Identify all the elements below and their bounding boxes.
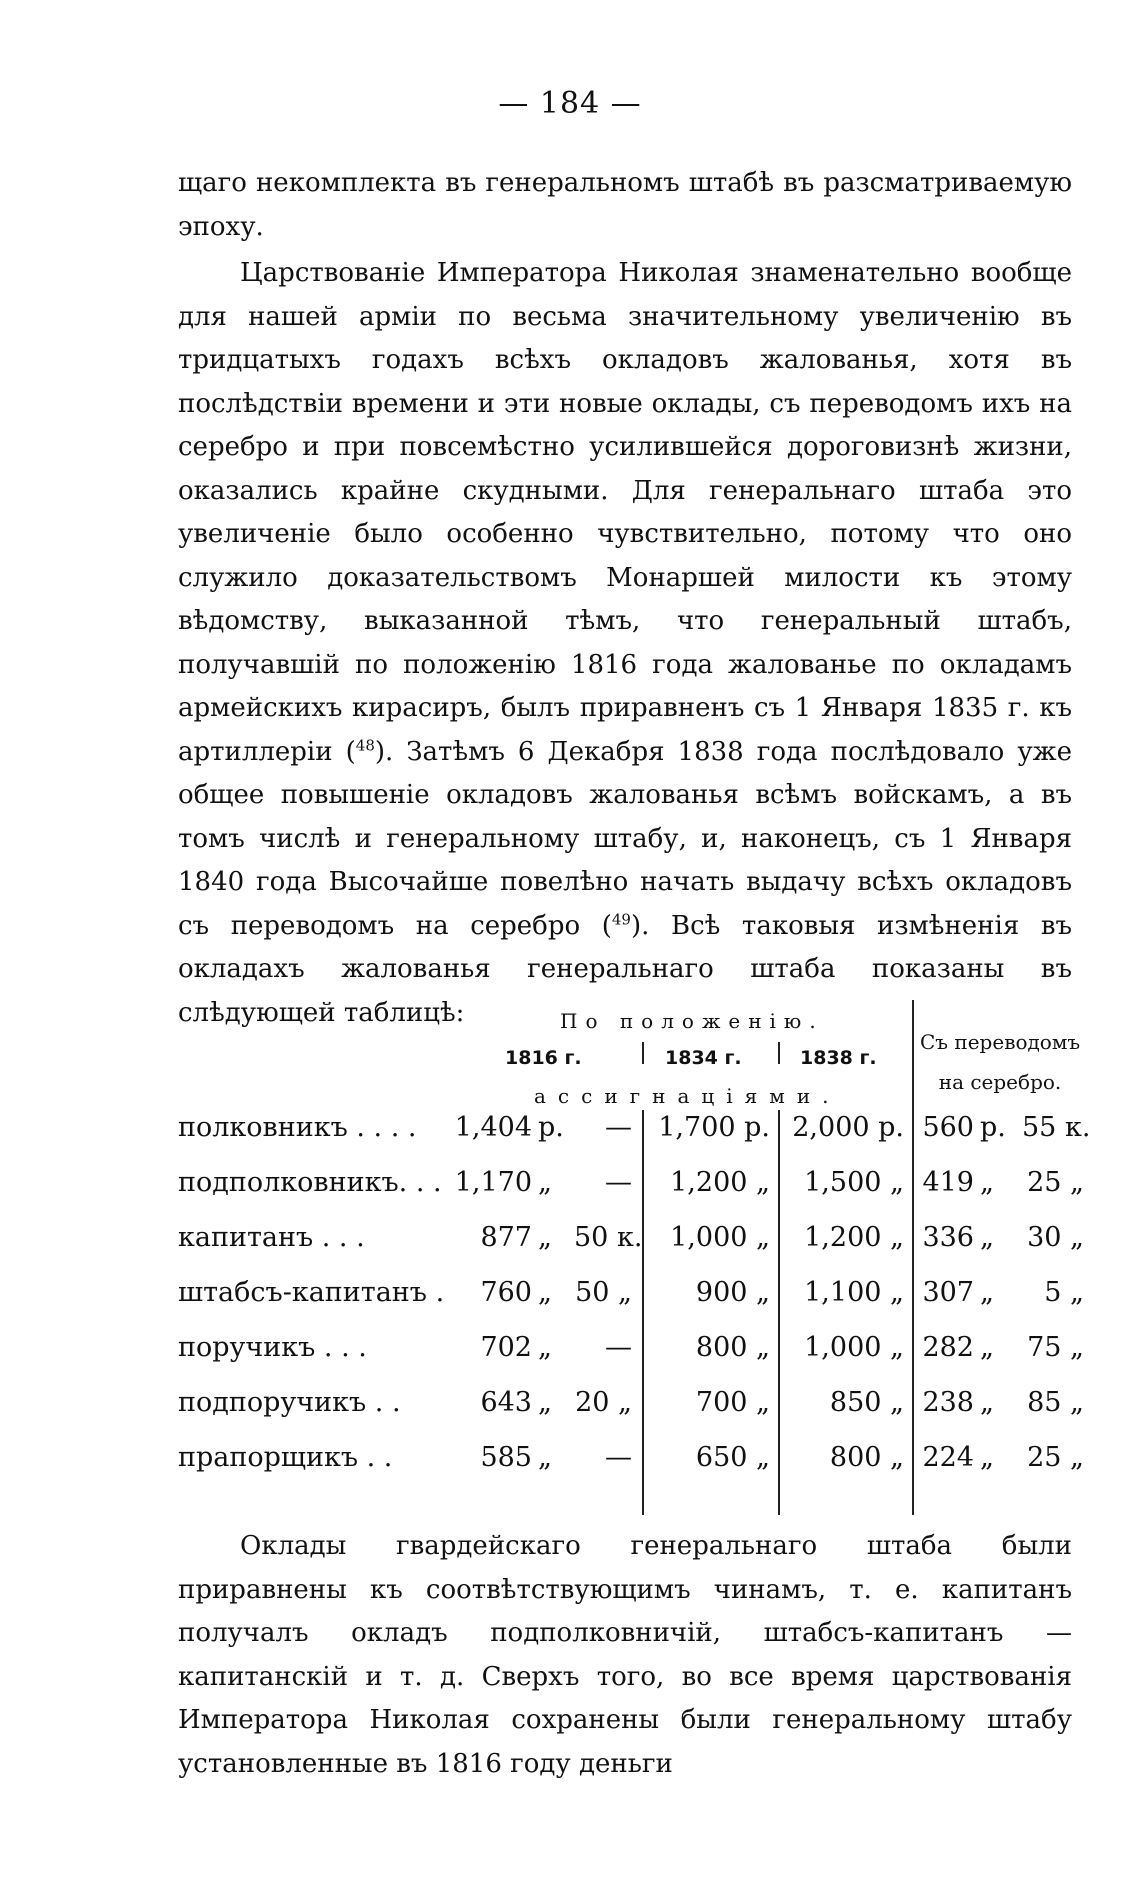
- kopecks-silver: 25 „: [1027, 1442, 1084, 1473]
- unit-1816: „: [538, 1442, 552, 1473]
- kopecks-1816: —: [605, 1332, 632, 1363]
- unit-1816: „: [538, 1167, 552, 1198]
- col-header-silver-1: Съ переводомъ: [920, 1030, 1081, 1054]
- rank-label: штабсъ-капитанъ .: [178, 1277, 445, 1308]
- kopecks-1816: —: [605, 1167, 632, 1198]
- value-1838: 800 „: [829, 1442, 904, 1473]
- unit-silver: „: [980, 1387, 994, 1418]
- column-divider-1838: [778, 1110, 780, 1515]
- value-1816: 877: [480, 1222, 532, 1253]
- rank-label: капитанъ . . .: [178, 1222, 365, 1253]
- unit-1816: „: [538, 1332, 552, 1363]
- rank-label: полковникъ . . . .: [178, 1112, 417, 1143]
- value-1834: 1,000 „: [670, 1222, 770, 1253]
- column-divider-silver: [912, 1000, 914, 1515]
- rank-label: поручикъ . . .: [178, 1332, 367, 1363]
- unit-silver: „: [980, 1277, 994, 1308]
- kopecks-1816: —: [605, 1112, 632, 1143]
- value-silver: 419: [922, 1167, 974, 1198]
- unit-1816: р.: [538, 1112, 564, 1143]
- rank-label: подполковникъ. . .: [178, 1167, 442, 1198]
- paragraph-text-cont: . Всѣ таковыя измѣненія въ окладахъ жалованья генеральнаго штаба показаны въ слѣдующей таблицѣ:: [178, 910, 1072, 1028]
- rank-label: подпоручикъ . .: [178, 1387, 401, 1418]
- footnote-ref-48: 48: [355, 735, 375, 754]
- kopecks-1816: 50 к.: [574, 1222, 643, 1253]
- value-1838: 1,200 „: [804, 1222, 904, 1253]
- kopecks-1816: 50 „: [575, 1277, 632, 1308]
- table-header-group: По положенію.: [560, 1009, 824, 1033]
- value-1838: 850 „: [829, 1387, 904, 1418]
- value-1834: 900 „: [695, 1277, 770, 1308]
- unit-silver: „: [980, 1222, 994, 1253]
- value-1834: 800 „: [695, 1332, 770, 1363]
- col-header-silver-2: на серебро.: [938, 1070, 1062, 1094]
- value-silver: 307: [922, 1277, 974, 1308]
- value-1838: 1,500 „: [804, 1167, 904, 1198]
- value-silver: 282: [922, 1332, 974, 1363]
- unit-1816: „: [538, 1222, 552, 1253]
- kopecks-silver: 25 „: [1027, 1167, 1084, 1198]
- value-1834: 1,200 „: [670, 1167, 770, 1198]
- value-silver: 336: [922, 1222, 974, 1253]
- paragraph-guards-staff: Оклады гвардейскаго генеральнаго штаба были приравнены къ соотвѣтствующимъ чинамъ, т. е. капитанъ получалъ окладъ подполковничій, штабсъ-капитанъ — капитанскій и т. д. Сверхъ того, во все время царствованія Императора Николая сохранены были генеральному штабу установленные въ 1816 году деньги: [178, 1531, 1072, 1779]
- value-1816: 760: [480, 1277, 532, 1308]
- kopecks-silver: 85 „: [1027, 1387, 1084, 1418]
- page-number: — 184 —: [498, 86, 642, 121]
- unit-silver: „: [980, 1442, 994, 1473]
- unit-1816: „: [538, 1387, 552, 1418]
- unit-1816: „: [538, 1277, 552, 1308]
- column-divider-1834: [642, 1110, 644, 1515]
- value-1816: 585: [480, 1442, 532, 1473]
- value-1816: 1,170: [454, 1167, 532, 1198]
- value-1838: 1,100 „: [804, 1277, 904, 1308]
- header-divider: [778, 1042, 780, 1064]
- value-1816: 1,404: [454, 1112, 532, 1143]
- unit-silver: р.: [980, 1112, 1006, 1143]
- col-header-1834: 1834 г.: [665, 1047, 742, 1069]
- footnote-ref-49: 49: [611, 909, 631, 928]
- value-silver: 224: [922, 1442, 974, 1473]
- value-1834: 700 „: [695, 1387, 770, 1418]
- unit-silver: „: [980, 1332, 994, 1363]
- value-1834: 1,700 р.: [658, 1112, 770, 1143]
- kopecks-silver: 30 „: [1027, 1222, 1084, 1253]
- kopecks-1816: —: [605, 1442, 632, 1473]
- value-1834: 650 „: [695, 1442, 770, 1473]
- paragraph-text-cont: . Затѣмъ 6 Декабря 1838 года послѣдовало уже общее повышеніе окладовъ жалованья всѣмъ войскамъ, а въ томъ числѣ и генеральному штабу, и, наконецъ, съ 1 Января 1840 года Высочайше повелѣно начать выдачу всѣхъ окладовъ съ переводомъ на серебро: [178, 736, 1072, 941]
- kopecks-1816: 20 „: [575, 1387, 632, 1418]
- header-divider: [642, 1042, 644, 1064]
- col-header-1838: 1838 г.: [800, 1047, 877, 1069]
- kopecks-silver: 55 к.: [1022, 1112, 1091, 1143]
- paragraph-reign-salaries: Царствованіе Императора Николая знаменательно вообще для нашей арміи по весьма значительному увеличенію въ тридцатыхъ годахъ всѣхъ окладовъ жалованья, хотя въ послѣдствіи времени и эти новые оклады, съ переводомъ ихъ на серебро и при повсемѣстно усилившейся дороговизнѣ жизни, оказались крайне скудными. Для генеральнаго штаба это увеличеніе было особенно чувствительно, потому что оно служило доказательствомъ Монаршей милости къ этому вѣдомству, выказанной тѣмъ, что генеральный штабъ, получавшій по положенію 1816 года жалованье по окладамъ армейскихъ кирасиръ, былъ приравненъ съ 1 Января 1835 г. къ артиллеріи ($^{48}$). Затѣмъ 6 Декабря 1838 года послѣдовало уже общее повышеніе окладовъ жалованья всѣмъ войскамъ, а въ томъ числѣ и генеральному штабу, и, наконецъ, съ 1 Января 1840 года Высочайше повелѣно начать выдачу всѣхъ окладовъ съ переводомъ на серебро ($^{49}$). Всѣ таковыя измѣненія въ окладахъ жалованья генеральнаго штаба показаны въ слѣдующей таблицѣ:: [178, 258, 1072, 1028]
- table-header-assignations: ассигнаціями.: [534, 1084, 841, 1108]
- value-1838: 1,000 „: [804, 1332, 904, 1363]
- value-1816: 702: [480, 1332, 532, 1363]
- value-silver: 238: [922, 1387, 974, 1418]
- value-silver: 560: [922, 1112, 974, 1143]
- kopecks-silver: 75 „: [1027, 1332, 1084, 1363]
- unit-silver: „: [980, 1167, 994, 1198]
- rank-label: прапорщикъ . .: [178, 1442, 393, 1473]
- value-1816: 643: [480, 1387, 532, 1418]
- value-1838: 2,000 р.: [792, 1112, 904, 1143]
- paragraph-continuation: щаго некомплекта въ генеральномъ штабѣ въ разсматриваемую эпоху.: [178, 168, 1072, 242]
- col-header-1816: 1816 г.: [505, 1047, 582, 1069]
- paragraph-text: Царствованіе Императора Николая знаменательно вообще для нашей арміи по весьма значительному увеличенію въ тридцатыхъ годахъ всѣхъ окладовъ жалованья, хотя въ послѣдствіи времени и эти новые оклады, съ переводомъ ихъ на серебро и при повсемѣстно усилившейся дороговизнѣ жизни, оказались крайне скудными. Для генеральнаго штаба это увеличеніе было особенно чувствительно, потому что оно служило доказательствомъ Монаршей милости къ этому вѣдомству, выказанной тѣмъ, что генеральный штабъ, получавшій по положенію 1816 года жалованье по окладамъ армейскихъ кирасиръ, былъ приравненъ съ 1 Января 1835 г. къ артиллеріи: [178, 258, 1072, 767]
- kopecks-silver: 5 „: [1044, 1277, 1084, 1308]
